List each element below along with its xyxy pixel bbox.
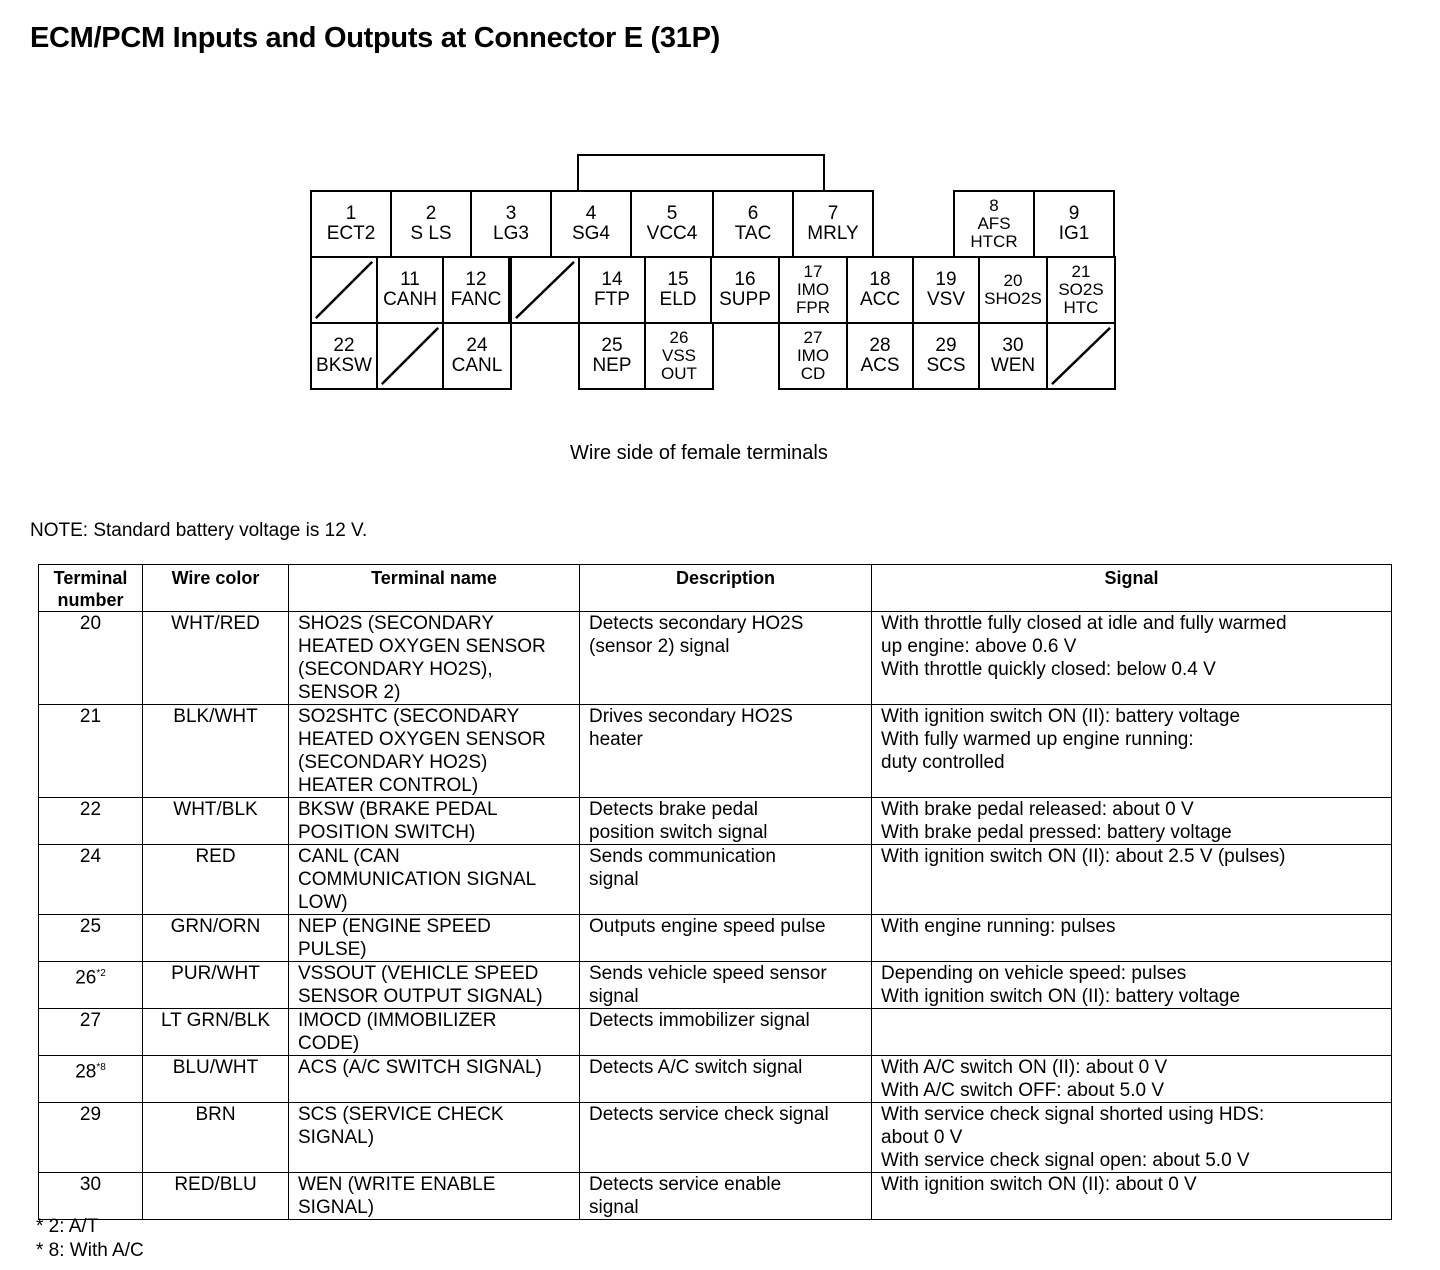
table-row [39, 1103, 1392, 1173]
header-description: Description [580, 565, 872, 612]
pin-label: BKSW [316, 355, 372, 376]
connector-pin-15 [644, 256, 712, 324]
description-cell: Drives secondary HO2S heater [580, 705, 872, 798]
pin-number: 16 [734, 269, 756, 290]
connector-pin-27 [778, 322, 848, 390]
connector-pin-19 [912, 256, 980, 324]
table-row [39, 1173, 1392, 1220]
pin-number: 22 [333, 335, 355, 356]
table-row [39, 915, 1392, 962]
connector-pin-28 [846, 322, 914, 390]
pin-label: SHO2S [984, 289, 1042, 308]
pin-label: NEP [592, 355, 632, 376]
wire-color-cell: BLK/WHT [143, 705, 289, 798]
pin-number: 12 [465, 269, 487, 290]
pin-label: SCS [926, 355, 966, 376]
connector-pin-6 [712, 190, 794, 258]
signal-cell: With ignition switch ON (II): about 0 V [872, 1173, 1392, 1220]
header-terminal: Terminal number [39, 565, 143, 612]
pin-label: SO2S [1058, 280, 1104, 299]
pin-number: 7 [827, 203, 839, 224]
wire-color-cell: WHT/RED [143, 612, 289, 705]
connector-pin-22 [310, 322, 378, 390]
pin-label: VCC4 [646, 223, 698, 244]
pin-number: 5 [666, 203, 678, 224]
pin-label: CANL [451, 355, 503, 376]
pin-number: 25 [601, 335, 623, 356]
signal-cell: With brake pedal released: about 0 V With brake pedal pressed: battery voltage [872, 798, 1392, 845]
terminal-name-cell: SO2SHTC (SECONDARY HEATED OXYGEN SENSOR (SECONDARY HO2S) HEATER CONTROL) [289, 705, 580, 798]
terminal-name-cell: VSSOUT (VEHICLE SPEED SENSOR OUTPUT SIGNAL) [289, 962, 580, 1009]
terminal-name-cell: SCS (SERVICE CHECK SIGNAL) [289, 1103, 580, 1173]
pin-label: ECT2 [326, 223, 376, 244]
terminal-name-cell: WEN (WRITE ENABLE SIGNAL) [289, 1173, 580, 1220]
pin-number: 11 [400, 269, 420, 290]
pin-label: FTP [594, 289, 630, 310]
signal-cell: With A/C switch ON (II): about 0 V With A/C switch OFF: about 5.0 V [872, 1056, 1392, 1103]
pin-label: HTCR [970, 232, 1018, 251]
pin-label: CANH [383, 289, 437, 310]
table-row [39, 1009, 1392, 1056]
wire-color-cell: GRN/ORN [143, 915, 289, 962]
description-cell: Detects brake pedal position switch signal [580, 798, 872, 845]
pin-number: 21 [1071, 262, 1091, 281]
pin-label: FANC [450, 289, 502, 310]
table-row [39, 798, 1392, 845]
connector-pin-11 [376, 256, 444, 324]
terminal-name-cell: IMOCD (IMMOBILIZER CODE) [289, 1009, 580, 1056]
terminal-name-cell: BKSW (BRAKE PEDAL POSITION SWITCH) [289, 798, 580, 845]
description-cell: Sends vehicle speed sensor signal [580, 962, 872, 1009]
pin-number: 20 [1003, 271, 1023, 290]
connector-pin-16 [710, 256, 780, 324]
pin-label: CD [800, 364, 826, 383]
pin-number: 24 [466, 335, 488, 356]
terminal-name-cell: CANL (CAN COMMUNICATION SIGNAL LOW) [289, 845, 580, 915]
pin-label: IG1 [1058, 223, 1090, 244]
pin-label: MRLY [807, 223, 859, 244]
signal-cell: With service check signal shorted using HDS: about 0 V With service check signal open: about 5.0 V [872, 1103, 1392, 1173]
pin-label: IMO [796, 280, 830, 299]
terminal-number-cell: 22 [39, 798, 143, 845]
pin-number: 18 [869, 269, 891, 290]
terminal-number-cell: 29 [39, 1103, 143, 1173]
pin-label: S LS [410, 223, 452, 244]
table-row [39, 1056, 1392, 1103]
table-row [39, 845, 1392, 915]
unused-cavity [310, 256, 378, 324]
header-wire-color: Wire color [143, 565, 289, 612]
pin-number: 6 [747, 203, 759, 224]
connector-pin-8 [953, 190, 1035, 258]
pin-label: AFS [977, 214, 1011, 233]
connector-pin-24 [442, 322, 512, 390]
terminal-number-cell: 27 [39, 1009, 143, 1056]
pin-label: IMO [796, 346, 830, 365]
signal-cell: Depending on vehicle speed: pulses With ignition switch ON (II): battery voltage [872, 962, 1392, 1009]
table-header-row [39, 565, 1392, 612]
terminal-name-cell: NEP (ENGINE SPEED PULSE) [289, 915, 580, 962]
terminal-name-cell: SHO2S (SECONDARY HEATED OXYGEN SENSOR (SECONDARY HO2S), SENSOR 2) [289, 612, 580, 705]
pin-number: 8 [989, 196, 999, 215]
unused-cavity-slash [378, 324, 442, 388]
table-row [39, 705, 1392, 798]
description-cell: Outputs engine speed pulse [580, 915, 872, 962]
terminal-number-cell: 25 [39, 915, 143, 962]
terminal-number-cell: 24 [39, 845, 143, 915]
connector-pin-30 [978, 322, 1048, 390]
connector-pin-25 [578, 322, 646, 390]
footnote-marker: *2 [96, 968, 106, 979]
description-cell: Sends communication signal [580, 845, 872, 915]
pin-number: 4 [585, 203, 597, 224]
unused-cavity-slash [512, 258, 578, 322]
pin-number: 1 [345, 203, 357, 224]
signal-cell: With throttle fully closed at idle and fully warmed up engine: above 0.6 V With throttle quickly closed: below 0.4 V [872, 612, 1392, 705]
terminal-name-cell: ACS (A/C SWITCH SIGNAL) [289, 1056, 580, 1103]
pin-label: ACC [859, 289, 901, 310]
terminal-number-cell: 20 [39, 612, 143, 705]
pin-label: SUPP [719, 289, 771, 310]
connector-pin-9 [1033, 190, 1115, 258]
pin-number: 19 [935, 269, 957, 290]
unused-cavity-slash [312, 258, 376, 322]
description-cell: Detects service enable signal [580, 1173, 872, 1220]
header-terminal-name: Terminal name [289, 565, 580, 612]
footnote-ac: * 8: With A/C [36, 1240, 144, 1261]
connector-pin-18 [846, 256, 914, 324]
page-title: ECM/PCM Inputs and Outputs at Connector E (31P) [30, 22, 720, 54]
pin-label: OUT [661, 364, 697, 383]
wire-color-cell: BRN [143, 1103, 289, 1173]
connector-pin-29 [912, 322, 980, 390]
description-cell: Detects service check signal [580, 1103, 872, 1173]
connector-pin-17 [778, 256, 848, 324]
connector-latch [577, 154, 825, 192]
signal-cell: With engine running: pulses [872, 915, 1392, 962]
connector-pin-20 [978, 256, 1048, 324]
pin-number: 15 [667, 269, 689, 290]
terminal-number-cell: 21 [39, 705, 143, 798]
description-cell: Detects immobilizer signal [580, 1009, 872, 1056]
connector-pin-4 [550, 190, 632, 258]
signal-cell [872, 1009, 1392, 1056]
terminal-number-cell: 26$^{*2}$ [39, 962, 143, 1009]
table-row [39, 612, 1392, 705]
table-row [39, 962, 1392, 1009]
pin-label: VSV [926, 289, 966, 310]
wire-color-cell: RED/BLU [143, 1173, 289, 1220]
connector-pin-3 [470, 190, 552, 258]
connector-caption: Wire side of female terminals [570, 442, 828, 464]
pin-number: 3 [505, 203, 517, 224]
pin-number: 14 [601, 269, 623, 290]
signal-cell: With ignition switch ON (II): about 2.5 V (pulses) [872, 845, 1392, 915]
wire-color-cell: RED [143, 845, 289, 915]
pin-number: 30 [1002, 335, 1024, 356]
wire-color-cell: PUR/WHT [143, 962, 289, 1009]
pin-number: 9 [1068, 203, 1080, 224]
signal-cell: With ignition switch ON (II): battery voltage With fully warmed up engine running: duty controlled [872, 705, 1392, 798]
unused-cavity [1046, 322, 1116, 390]
pin-label: SG4 [571, 223, 611, 244]
connector-pin-2 [390, 190, 472, 258]
terminal-number-cell: 28$^{*8}$ [39, 1056, 143, 1103]
footnote-at: * 2: A/T [36, 1216, 99, 1237]
pin-label: TAC [734, 223, 772, 244]
wire-color-cell: BLU/WHT [143, 1056, 289, 1103]
pin-label: HTC [1063, 298, 1099, 317]
voltage-note: NOTE: Standard battery voltage is 12 V. [30, 520, 368, 541]
connector-pin-5 [630, 190, 714, 258]
pin-number: 26 [669, 328, 689, 347]
wire-color-cell: LT GRN/BLK [143, 1009, 289, 1056]
footnote-marker: *8 [96, 1062, 106, 1073]
pin-label: WEN [990, 355, 1036, 376]
pin-label: LG3 [493, 223, 529, 244]
io-table [38, 564, 1392, 1220]
unused-cavity [376, 322, 444, 390]
connector-pin-26 [644, 322, 714, 390]
pin-number: 27 [803, 328, 823, 347]
description-cell: Detects A/C switch signal [580, 1056, 872, 1103]
pin-number: 2 [425, 203, 437, 224]
pin-number: 29 [935, 335, 957, 356]
connector-pin-7 [792, 190, 874, 258]
pin-number: 28 [869, 335, 891, 356]
pin-label: ELD [659, 289, 697, 310]
pin-number: 17 [803, 262, 823, 281]
pin-label: VSS [661, 346, 697, 365]
header-signal: Signal [872, 565, 1392, 612]
unused-cavity [510, 256, 580, 324]
description-cell: Detects secondary HO2S (sensor 2) signal [580, 612, 872, 705]
wire-color-cell: WHT/BLK [143, 798, 289, 845]
connector-pin-1 [310, 190, 392, 258]
connector-pin-14 [578, 256, 646, 324]
connector-pin-12 [442, 256, 510, 324]
unused-cavity-slash [1048, 324, 1114, 388]
terminal-number-cell: 30 [39, 1173, 143, 1220]
connector-pin-21 [1046, 256, 1116, 324]
connector-diagram [0, 0, 1440, 480]
pin-label: ACS [860, 355, 900, 376]
pin-label: FPR [796, 298, 830, 317]
